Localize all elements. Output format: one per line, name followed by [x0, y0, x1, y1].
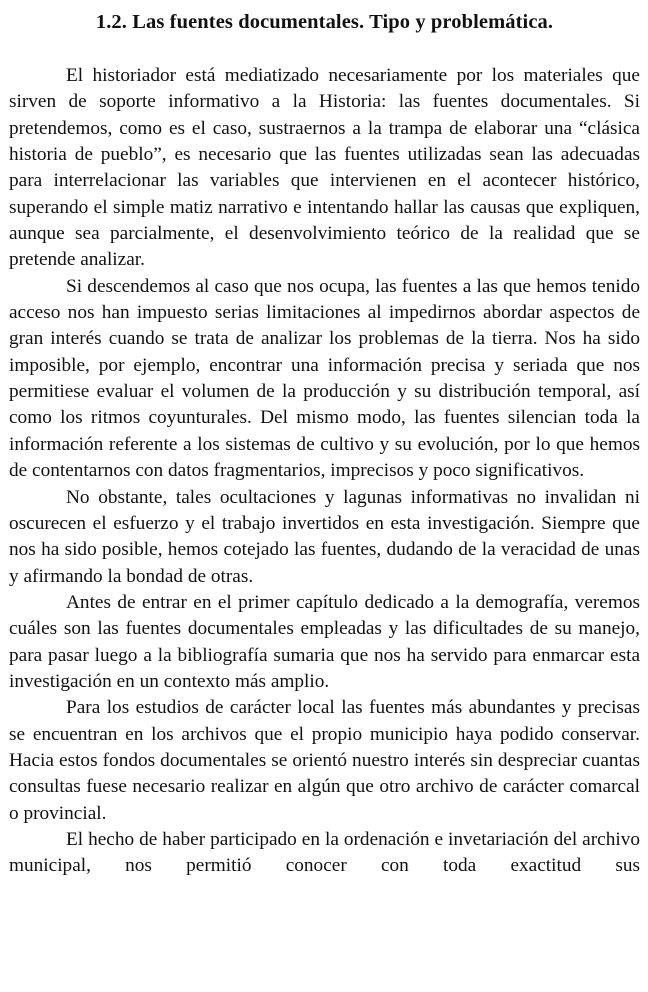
- paragraph-3: No obstante, tales ocultaciones y lagunas informativas no invalidan ni oscurecen el esfuerzo y el trabajo invertidos en esta investigación. Siempre que nos ha sido posible, hemos cotejado las fuentes, dudando de la veracidad de unas y afirmando la bondad de otras.: [9, 486, 640, 587]
- paragraph-4: Antes de entrar en el primer capítulo dedicado a la demografía, veremos cuáles son las fuentes documentales empleadas y las dificultades de su manejo, para pasar luego a la bibliografía sumaria que nos ha servido para enmarcar esta investigación en un contexto más amplio.: [9, 591, 640, 692]
- paragraph-5: Para los estudios de carácter local las fuentes más abundantes y precisas se encuentran en los archivos que el propio municipio haya podido conservar. Hacia estos fondos documentales se orientó nuestro interés sin despreciar cuantas consultas fuese necesario realizar en algún que otro archivo de carácter comarcal o provincial.: [9, 697, 640, 824]
- body-text: [9, 63, 640, 880]
- document-page: [9, 0, 640, 880]
- section-title: 1.2. Las fuentes documentales. Tipo y problemática.: [95, 11, 554, 33]
- paragraph-2: Si descendemos al caso que nos ocupa, las fuentes a las que hemos tenido acceso nos han impuesto serias limitaciones al impedirnos abordar aspectos de gran interés cuando se trata de analizar los problemas de la tierra. Nos ha sido imposible, por ejemplo, encontrar una información precisa y seriada que nos permitiese evaluar el volumen de la producción y su distribución temporal, así como los ritmos coyunturales. Del mismo modo, las fuentes silencian toda la información referente a los sistemas de cultivo y su evolución, por lo que hemos de contentarnos con datos fragmentarios, imprecisos y poco significativos.: [9, 275, 640, 482]
- paragraph-6: El hecho de haber participado en la ordenación e invetariación del archivo municipal, nos permitió conocer con toda exactitud sus: [9, 828, 640, 877]
- paragraph-1: El historiador está mediatizado necesariamente por los materiales que sirven de soporte informativo a la Historia: las fuentes documentales. Si pretendemos, como es el caso, sustraernos a la trampa de elaborar una “clásica historia de pueblo”, es necesario que las fuentes utilizadas sean las adecuadas para interrelacionar las variables que intervienen en el acontecer histórico, superando el simple matiz narrativo e intentando hallar las causas que expliquen, aunque sea parcialmente, el desenvolvimiento teórico de la realidad que se pretende analizar.: [9, 65, 640, 271]
